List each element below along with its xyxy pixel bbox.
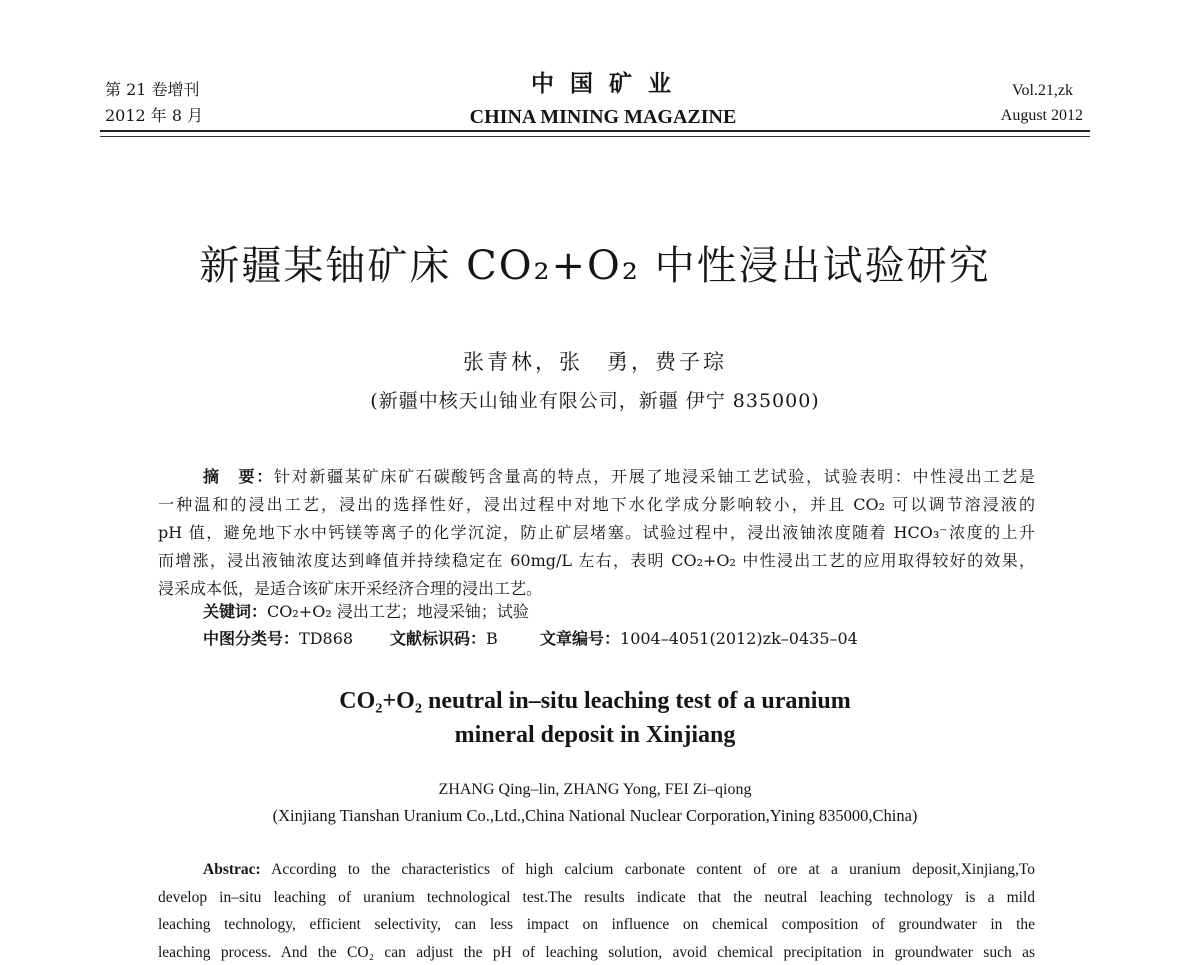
paper-title-en-line: mineral deposit in Xinjiang xyxy=(454,722,736,748)
article-number-value: 1004–4051(2012)zk–0435–04 xyxy=(620,629,858,648)
header-volume-en: Vol.21,zk xyxy=(1011,82,1073,99)
classification-line xyxy=(0,625,1200,653)
abstract-cn-text: 针对新疆某矿床矿石碳酸钙含量高的特点，开展了地浸采铀工艺试验，试验表明：中性浸出工艺是 xyxy=(273,467,1035,486)
abstract-en-line-cut: leaching process. And the CO₂ can adjust the pH of leaching solution, avoid chemical precipitation in groundwater such as xyxy=(158,944,1035,961)
header-date-en: August 2012 xyxy=(1000,107,1083,124)
paper-title-cn: 新疆某铀矿床 CO₂+O₂ 中性浸出试验研究 xyxy=(199,243,991,289)
affiliation-en: (Xinjiang Tianshan Uranium Co.,Ltd.,China National Nuclear Corporation,Yining 835000,China) xyxy=(272,806,918,825)
affiliation-cn: (新疆中核天山铀业有限公司，新疆 伊宁 835000) xyxy=(370,390,820,412)
paper-title-en-line: CO₂+O₂ neutral in–situ leaching test of a uranium xyxy=(339,688,851,714)
keywords-cn-text: CO₂+O₂ 浸出工艺；地浸采铀；试验 xyxy=(267,602,529,621)
abstract-cn-line: 一种温和的浸出工艺，浸出的选择性好，浸出过程中对地下水化学成分影响较小，并且 CO₂ 可以调节溶浸液的 xyxy=(158,495,1035,514)
header-volume-issue: 第 21 卷增刊 xyxy=(105,80,200,99)
header-date-cn: 2012 年 8 月 xyxy=(105,106,204,125)
document-code-label: 文献标识码： xyxy=(390,629,487,648)
abstract-cn-line: 而增涨，浸出液铀浓度达到峰值并持续稳定在 60mg/L 左右，表明 CO₂+O₂ 中性浸出工艺的应用取得较好的效果， xyxy=(158,551,1035,570)
article-number xyxy=(540,625,858,653)
clc-label: 中图分类号： xyxy=(203,629,300,648)
abstract-en-label: Abstrac: xyxy=(203,861,261,878)
article-number-label: 文章编号： xyxy=(540,629,621,648)
journal-name-en: CHINA MINING MAGAZINE xyxy=(469,106,737,128)
keywords-cn xyxy=(203,598,529,626)
document-code-value: B xyxy=(486,629,498,648)
header-rule-thick xyxy=(100,130,1090,132)
abstract-cn-line: 浸采成本低，是适合该矿床开采经济合理的浸出工艺。 xyxy=(158,579,543,598)
keywords-cn-label: 关键词： xyxy=(203,602,268,621)
abstract-cn-line xyxy=(158,463,1035,491)
abstract-en-line xyxy=(158,856,1035,884)
abstract-en-line: leaching technology, efficient selectivity, can less impact on influence on chemical composition of groundwater in the xyxy=(158,916,1035,933)
document-code xyxy=(390,625,498,653)
abstract-cn-label: 摘 要： xyxy=(203,467,274,486)
journal-name-cn: 中 国 矿 业 xyxy=(530,71,676,97)
abstract-cn-line: pH 值，避免地下水中钙镁等离子的化学沉淀，防止矿层堵塞。试验过程中，浸出液铀浓度随着 HCO₃⁻浓度的上升 xyxy=(158,523,1035,542)
abstract-en-text: According to the characteristics of high calcium carbonate content of ore at a uranium deposit,Xinjiang,To xyxy=(271,861,1035,878)
clc-number xyxy=(203,625,353,653)
authors-cn: 张青林，张 勇，费子琮 xyxy=(463,350,727,374)
header-rule-thin xyxy=(100,136,1090,137)
abstract-en-line: develop in–situ leaching of uranium technological test.The results indicate that the neutral leaching technology is a mild xyxy=(158,889,1035,906)
authors-en: ZHANG Qing–lin, ZHANG Yong, FEI Zi–qiong xyxy=(438,781,752,798)
clc-value: TD868 xyxy=(299,629,354,648)
